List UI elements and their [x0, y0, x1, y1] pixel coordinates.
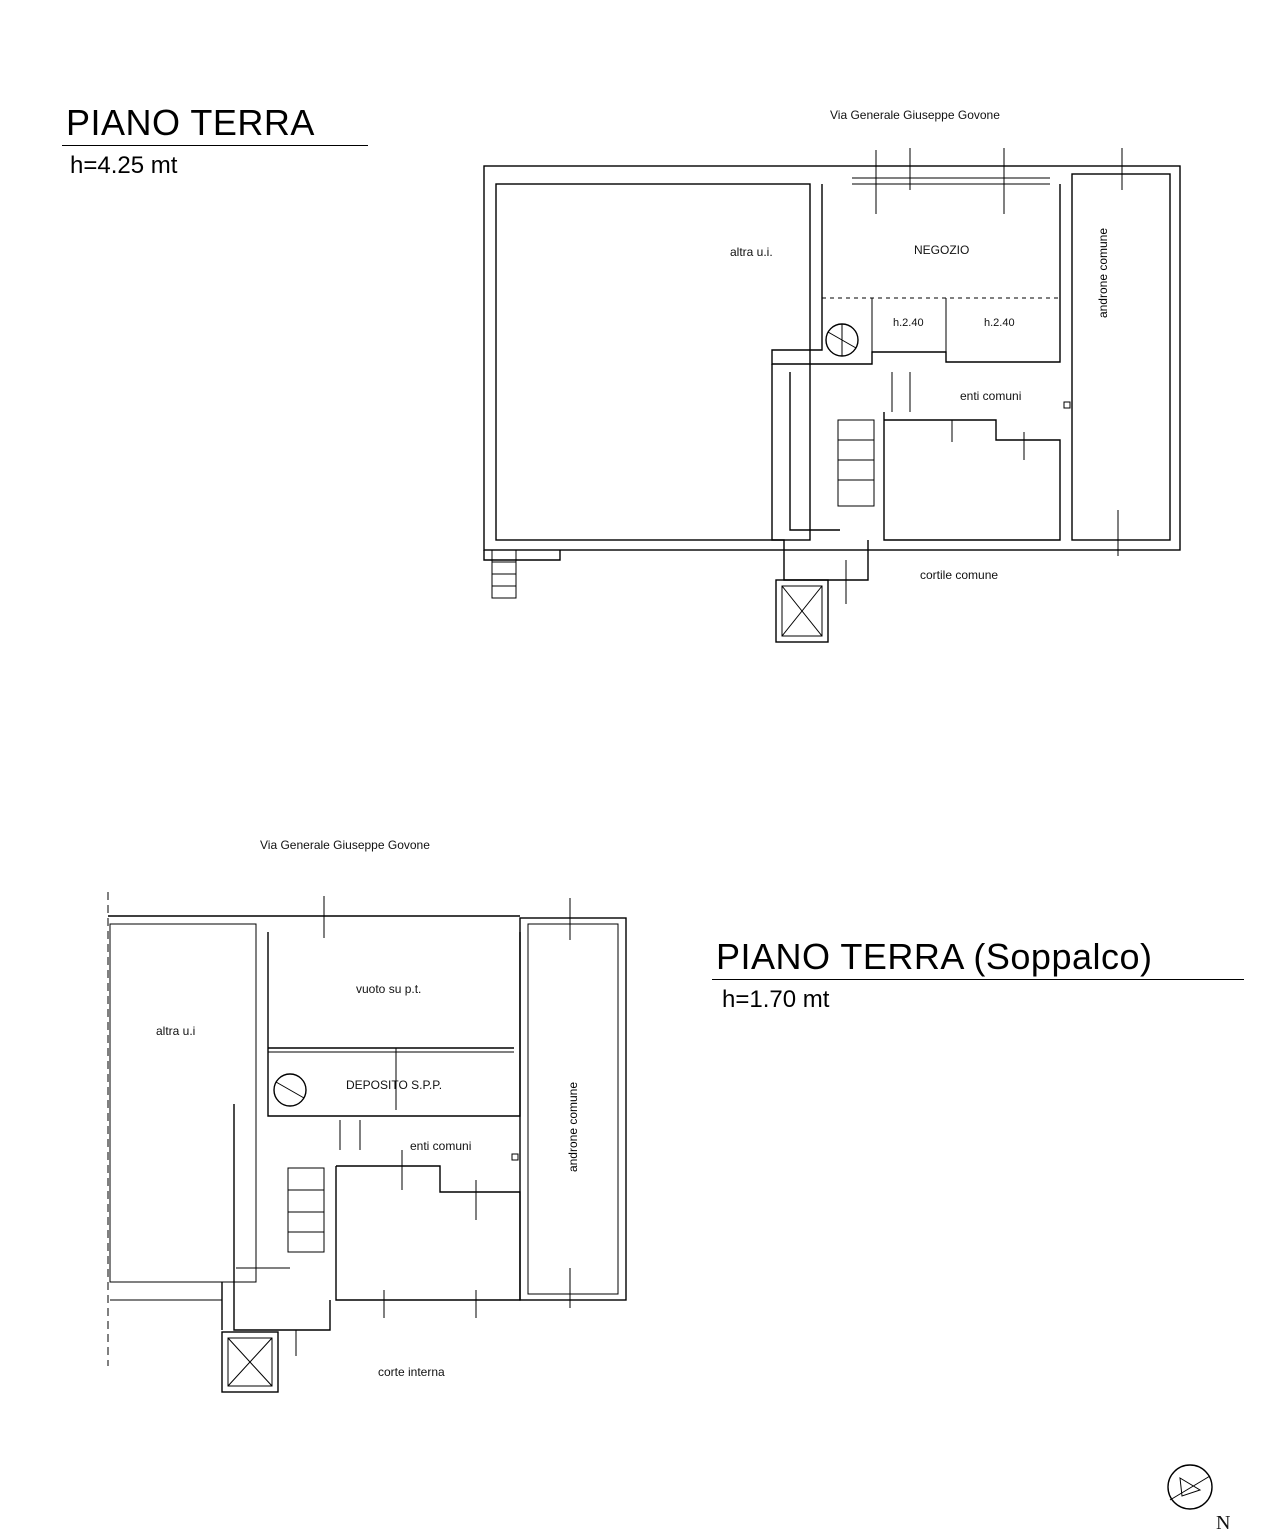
common-courtyard-label: cortile comune — [920, 568, 999, 582]
void-label: vuoto su p.t. — [356, 982, 422, 996]
mezzanine-title-rule — [712, 979, 1244, 980]
ground-floor-common-areas-label: enti comuni — [960, 389, 1022, 403]
mezzanine-height: h=1.70 mt — [722, 986, 830, 1013]
ground-floor-title: PIANO TERRA — [66, 102, 315, 143]
inner-court-label: corte interna — [378, 1365, 445, 1379]
shop-height-left-label: h.2.40 — [893, 317, 924, 329]
storage-label: DEPOSITO S.P.P. — [346, 1078, 443, 1092]
mezzanine-common-areas-label: enti comuni — [410, 1139, 472, 1153]
ground-floor-street-label: Via Generale Giuseppe Govone — [830, 108, 1000, 122]
ground-floor-other-unit-label: altra u.i. — [730, 245, 773, 259]
ground-floor-height: h=4.25 mt — [70, 152, 178, 179]
mezzanine-other-unit-label: altra u.i — [156, 1024, 196, 1038]
mezzanine-common-hall-label: androne comune — [566, 1081, 581, 1173]
mezzanine-title: PIANO TERRA (Soppalco) — [716, 936, 1153, 977]
ground-floor-plan — [484, 148, 1180, 642]
mezzanine-plan — [108, 892, 626, 1392]
ground-floor-common-hall-label: androne comune — [1096, 227, 1111, 319]
ground-floor-title-rule — [62, 145, 368, 146]
shop-label: NEGOZIO — [914, 243, 970, 257]
mezzanine-street-label: Via Generale Giuseppe Govone — [260, 838, 430, 852]
shop-height-right-label: h.2.40 — [984, 317, 1015, 329]
north-label: N — [1216, 1512, 1231, 1534]
north-arrow-icon — [1168, 1465, 1212, 1509]
